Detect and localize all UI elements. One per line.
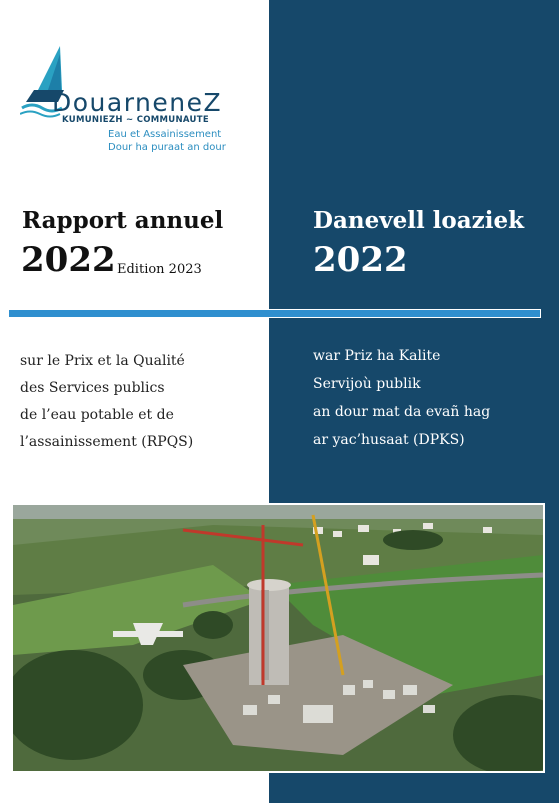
year-fr: 2022 (21, 240, 116, 280)
cover-photo (11, 503, 545, 773)
description-fr-line: de l’eau potable et de (20, 407, 174, 423)
description-br-line: an dour mat da evañ hag (313, 404, 491, 420)
description-fr (20, 348, 193, 456)
logo-tagline-br: Dour ha puraat an dour (108, 142, 226, 153)
logo-tagline (108, 128, 226, 154)
description-br-line: war Priz ha Kalite (313, 348, 441, 364)
description-fr-line: l’assainissement (RPQS) (20, 434, 194, 450)
divider-bar (8, 309, 541, 318)
description-br (313, 342, 490, 454)
edition-label: Edition 2023 (117, 262, 202, 277)
title-fr: Rapport annuel (22, 207, 224, 234)
logo-name: DouarneneZ (52, 88, 223, 117)
description-fr-line: des Services publics (20, 380, 165, 396)
logo-tagline-fr: Eau et Assainissement (108, 129, 222, 140)
logo (20, 44, 230, 159)
title-br: Danevell loaziek (313, 207, 525, 234)
description-fr-line: sur le Prix et la Qualité (20, 353, 185, 369)
logo-subtitle: KUMUNIEZH ~ COMMUNAUTE (62, 115, 209, 125)
year-br: 2022 (313, 240, 408, 280)
description-br-line: Servijoù publik (313, 376, 421, 392)
description-br-line: ar yac’husaat (DPKS) (313, 432, 465, 448)
aerial-construction-site-icon (13, 505, 543, 771)
